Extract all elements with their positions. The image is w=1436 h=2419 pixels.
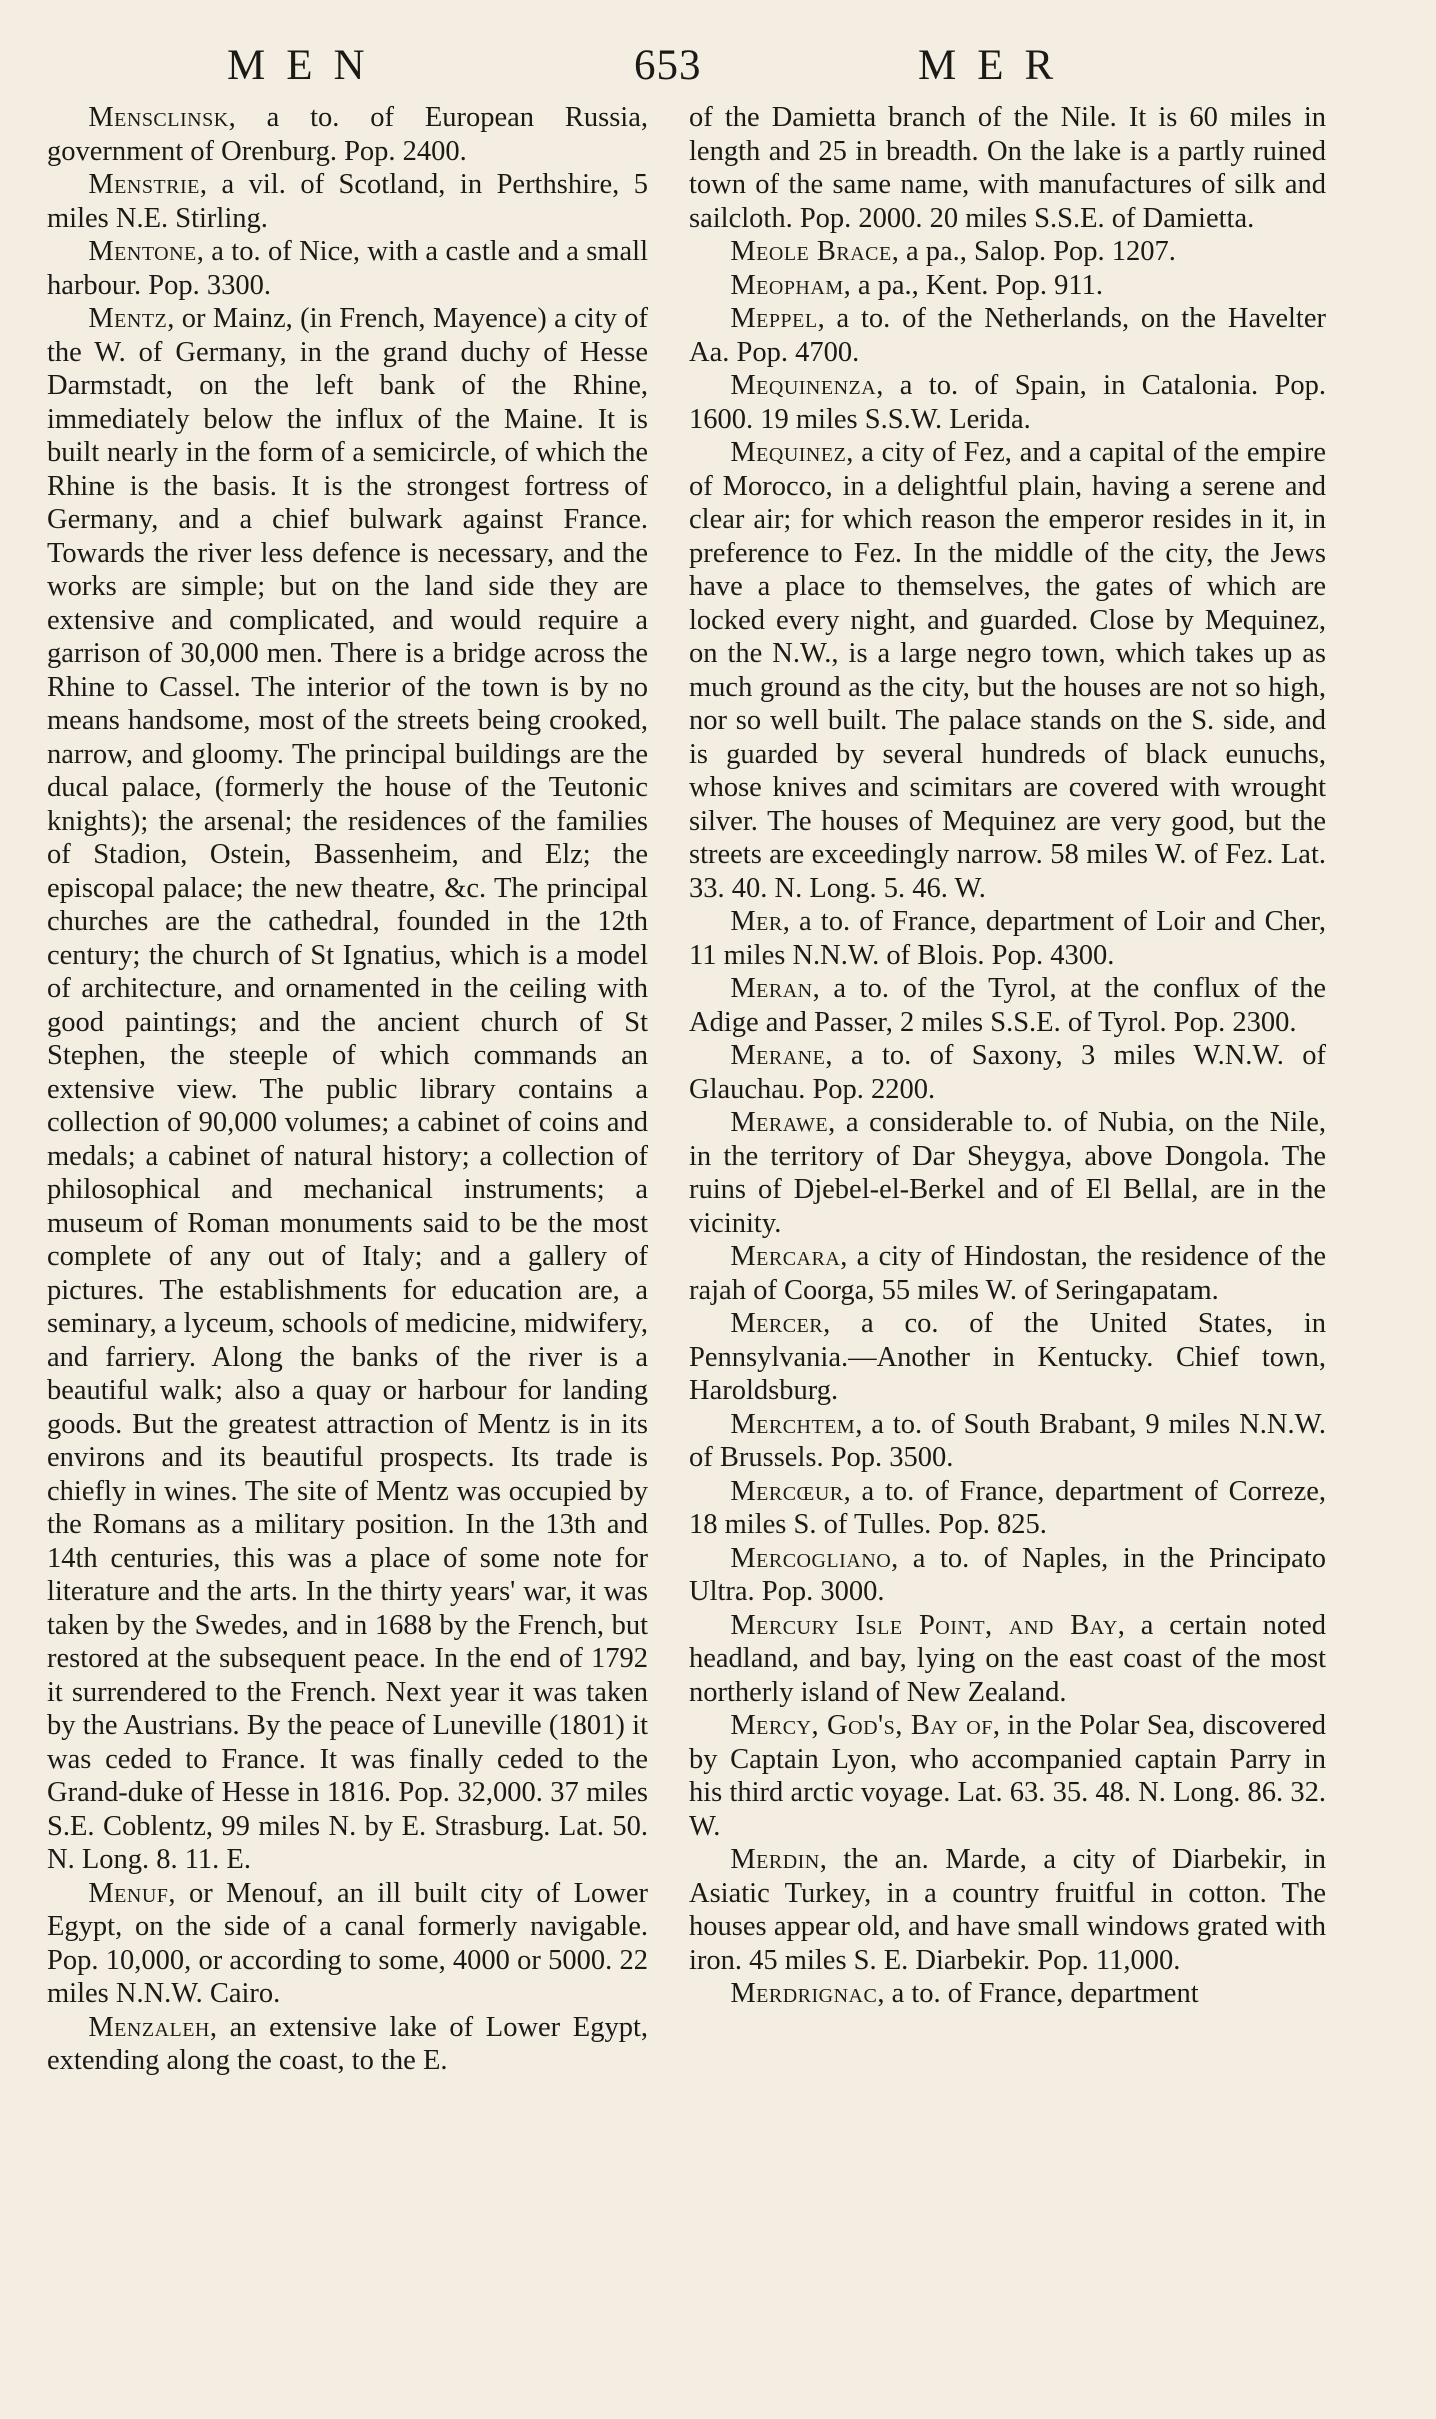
gazetteer-entry xyxy=(689,302,1326,369)
entry-headword: Mensclinsk xyxy=(88,102,229,133)
running-head-right: MER xyxy=(918,42,1075,89)
entry-headword: Meopham xyxy=(730,269,844,301)
gazetteer-entry xyxy=(689,436,1326,905)
gazetteer-entry xyxy=(47,101,648,168)
entry-headword: Mercer xyxy=(730,1308,824,1339)
gazetteer-entry xyxy=(47,2011,648,2078)
entry-text: , the an. Marde, a city of Diarbekir, in Asiatic Turkey, in a country fruitful in cotton. The houses appear old, and have small windows grated with iron. 45 miles S. E. Diarbekir. Pop. 11,000. xyxy=(689,1844,1326,1976)
gazetteer-entry xyxy=(689,235,1326,269)
entry-headword: Merdin xyxy=(730,1844,820,1875)
gazetteer-entry xyxy=(689,1977,1326,2011)
entry-text: , a to. of South Brabant, 9 miles N.N.W. of Brussels. Pop. 3500. xyxy=(689,1408,1326,1473)
gazetteer-entry xyxy=(689,1106,1326,1240)
entry-text: , a to. of Naples, in the Principato Ultra. Pop. 3000. xyxy=(689,1542,1326,1607)
entry-text: , a certain noted headland, and bay, lying on the east coast of the most northerly island of New Zealand. xyxy=(689,1609,1326,1708)
gazetteer-entry xyxy=(689,1408,1326,1475)
continued-entry-text: of the Damietta branch of the Nile. It is 60 miles in length and 25 in breadth. On the lake is a partly ruined town of the same name, with manufactures of silk and sailcloth. Pop. 2000. 20 miles S.S.E. of Damietta. xyxy=(689,102,1326,234)
entry-text: , a to. of Nice, with a castle and a small harbour. Pop. 3300. xyxy=(47,236,648,301)
entry-headword: Meppel xyxy=(730,303,818,334)
entry-headword: Merchtem xyxy=(730,1408,856,1440)
entry-text: , a co. of the United States, in Pennsylvania.—Another in Kentucky. Chief town, Haroldsburg. xyxy=(689,1308,1326,1406)
entry-text: , or Menouf, an ill built city of Lower Egypt, on the side of a canal formerly navigable. Pop. 10,000, or according to some, 4000 or 5000. 22 miles N.N.W. Cairo. xyxy=(47,1877,648,2009)
gazetteer-entry xyxy=(47,1877,648,2011)
entry-headword: Mequinez xyxy=(730,437,847,468)
entry-headword: Mequinenza xyxy=(730,370,877,401)
gazetteer-entry xyxy=(47,235,648,302)
gazetteer-entry xyxy=(689,1039,1326,1106)
entry-text: , a pa., Salop. Pop. 1207. xyxy=(891,236,1176,267)
entry-headword: Mentone xyxy=(88,236,197,267)
entry-text: , a to. of Saxony, 3 miles W.N.W. of Glauchau. Pop. 2200. xyxy=(689,1040,1326,1105)
entry-text: , a city of Fez, and a capital of the empire of Morocco, in a delightful plain, having a serene and clear air; for which reason the emperor resides in it, in preference to Fez. In the middle of the city, the Jews have a place to themselves, the gates of which are locked every night, and guarded. Close by Mequinez, on the N.W., is a large negro town, which takes up as much ground as the city, but the houses are not so high, nor so well built. The palace stands on the S. side, and is guarded by several hundreds of black eunuchs, whose knives and scimitars are covered with wrought silver. The houses of Mequinez are very good, but the streets are exceedingly narrow. 58 miles W. of Fez. Lat. 33. 40. N. Long. 5. 46. W. xyxy=(689,437,1326,904)
gazetteer-entry xyxy=(689,1709,1326,1843)
entry-text: , a to. of the Tyrol, at the conflux of the Adige and Passer, 2 miles S.S.E. of Tyrol. Pop. 2300. xyxy=(689,973,1326,1038)
gazetteer-entry xyxy=(689,1307,1326,1408)
entry-text: , a to. of France, department of Loir and Cher, 11 miles N.N.W. of Blois. Pop. 4300. xyxy=(689,906,1326,971)
entry-text: , an extensive lake of Lower Egypt, extending along the coast, to the E. xyxy=(47,2011,648,2076)
gazetteer-entry xyxy=(689,972,1326,1039)
entry-headword: Mercara xyxy=(730,1241,841,1272)
gazetteer-entry xyxy=(47,302,648,1877)
entry-headword: Merawe xyxy=(730,1107,829,1138)
entry-headword: Meran xyxy=(730,973,813,1004)
entry-headword: Mentz xyxy=(88,303,168,334)
entry-text: , a considerable to. of Nubia, on the Nile, in the territory of Dar Sheygya, above Dongola. The ruins of Djebel-el-Berkel and of El Bellal, are in the vicinity. xyxy=(689,1107,1326,1239)
page-number: 653 xyxy=(634,42,702,89)
gazetteer-entry xyxy=(689,369,1326,436)
gazetteer-entry xyxy=(47,168,648,235)
entry-headword: Merane xyxy=(730,1040,826,1071)
entry-text: , a to. of the Netherlands, on the Havelter Aa. Pop. 4700. xyxy=(689,303,1326,368)
gazetteer-entry xyxy=(689,1240,1326,1307)
entry-text: , in the Polar Sea, discovered by Captain Lyon, who accompanied captain Parry in his third arctic voyage. Lat. 63. 35. 48. N. Long. 86. 32. W. xyxy=(689,1710,1326,1842)
gazetteer-entry xyxy=(689,1843,1326,1977)
entry-text: , a vil. of Scotland, in Perthshire, 5 miles N.E. Stirling. xyxy=(47,169,648,234)
gazetteer-entry xyxy=(689,1609,1326,1710)
entry-headword: Mercogliano xyxy=(730,1542,892,1574)
gazetteer-entry xyxy=(689,269,1326,303)
entry-headword: Mercy, God's, Bay of xyxy=(730,1710,993,1741)
entry-text: , a to. of Spain, in Catalonia. Pop. 1600. 19 miles S.S.W. Lerida. xyxy=(689,370,1326,435)
right-column xyxy=(689,101,1326,2011)
entry-text: , a pa., Kent. Pop. 911. xyxy=(843,269,1103,301)
entry-text: , a to. of European Russia, government of Orenburg. Pop. 2400. xyxy=(47,102,648,167)
entry-text: , or Mainz, (in French, Mayence) a city of the W. of Germany, in the grand duchy of Hesse Darmstadt, on the left bank of the Rhine, immediately below the influx of the Maine. It is built nearly in the form of a semicircle, of which the Rhine is the basis. It is the strongest fortress of Germany, and a chief bulwark against France. Towards the river less defence is necessary, and the works are simple; but on the land side they are extensive and complicated, and would require a garrison of 30,000 men. There is a bridge across the Rhine to Cassel. The interior of the town is by no means handsome, most of the streets being crooked, narrow, and gloomy. The principal buildings are the ducal palace, (formerly the house of the Teutonic knights); the arsenal; the residences of the families of Stadion, Ostein, Bassenheim, and Elz; the episcopal palace; the new theatre, &c. The principal churches are the cathedral, founded in the 12th century; the church of St Ignatius, which is a model of architecture, and ornamented in the ceiling with good paintings; and the ancient church of St Stephen, the steeple of which commands an extensive view. The public library contains a collection of 90,000 volumes; a cabinet of coins and medals; a cabinet of natural history; a collection of philosophical and mechanical instruments; a museum of Roman monuments said to be the most complete of any out of Italy; and a gallery of pictures. The establishments for education are, a seminary, a lyceum, schools of medicine, midwifery, and farriery. Along the banks of the river is a beautiful walk; also a quay or harbour for landing goods. But the greatest attraction of Mentz is in its environs and its beautiful prospects. Its trade is chiefly in wines. The site of Mentz was occupied by the Romans as a military position. In the 13th and 14th centuries, this was a place of some note for literature and the arts. In the thirty years' war, it was taken by the Swedes, and in 1688 by the French, but restored at the subsequent peace. In the end of 1792 it surrendered to the French. Next year it was taken by the Austrians. By the peace of Luneville (1801) it was ceded to France. It was finally ceded to the Grand-duke of Hesse in 1816. Pop. 32,000. 37 miles S.E. Coblentz, 99 miles N. by E. Strasburg. Lat. 50. N. Long. 8. 11. E. xyxy=(47,303,648,1875)
entry-text: , a to. of France, department xyxy=(877,1978,1199,2009)
entry-headword: Mer xyxy=(730,906,783,937)
entry-text: , a city of Hindostan, the residence of the rajah of Coorga, 55 miles W. of Seringapatam. xyxy=(689,1241,1326,1306)
entry-headword: Merdrignac xyxy=(730,1978,878,2009)
entry-headword: Menzaleh xyxy=(88,2011,210,2043)
running-head-left: MEN xyxy=(227,42,386,89)
entry-headword: Mercury Isle Point, and Bay xyxy=(730,1609,1118,1641)
gazetteer-entry xyxy=(689,1542,1326,1609)
entry-headword: Meole Brace xyxy=(730,236,892,267)
entry-headword: Menuf xyxy=(88,1877,169,1909)
gazetteer-entry xyxy=(689,905,1326,972)
left-column xyxy=(47,101,648,2078)
entry-headword: Mercœur xyxy=(730,1475,844,1507)
gazetteer-entry xyxy=(689,1475,1326,1542)
entry-text: , a to. of France, department of Correze, 18 miles S. of Tulles. Pop. 825. xyxy=(689,1475,1326,1540)
entry-headword: Menstrie xyxy=(88,169,200,200)
